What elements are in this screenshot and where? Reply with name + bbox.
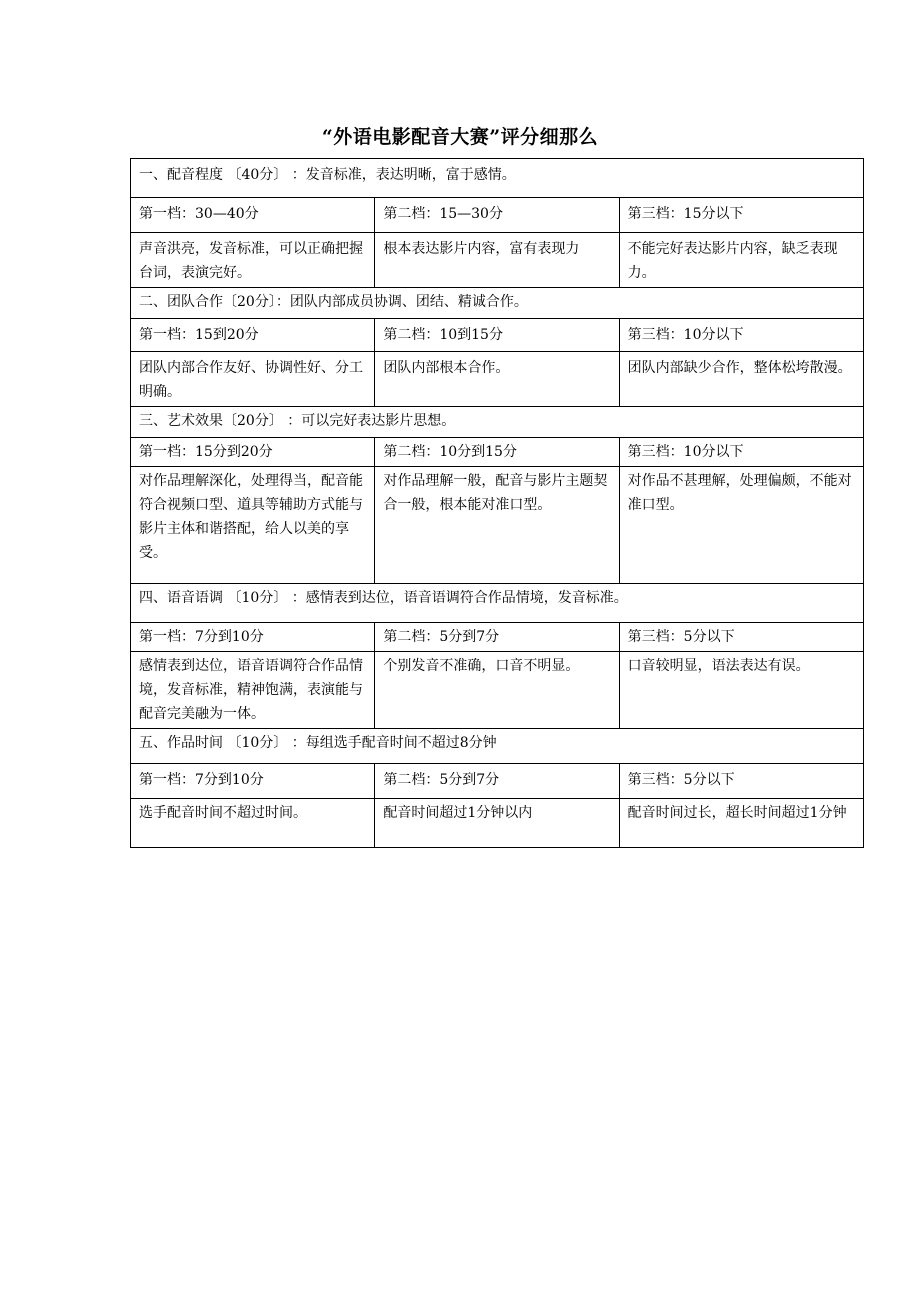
description-cell-third: 口音较明显，语法表达有误。 [619, 652, 863, 729]
description-cell-first: 团队内部合作友好、协调性好、分工明确。 [131, 352, 375, 407]
description-cell-second: 根本表达影片内容，富有表现力 [375, 233, 619, 288]
section-header-row [131, 729, 864, 764]
tier-cell-third: 第三档：15分以下 [619, 198, 863, 233]
tier-cell-third: 第三档：10分以下 [619, 438, 863, 467]
section-header: 四、语音语调 〔10分〕 ：感情表到达位，语音语调符合作品情境，发音标准。 [131, 584, 864, 623]
tier-cell-third: 第三档：5分以下 [619, 764, 863, 799]
scoring-rubric-table [130, 158, 864, 848]
description-cell-second: 配音时间超过1分钟以内 [375, 799, 619, 848]
section-header: 三、艺术效果〔20分〕 ：可以完好表达影片思想。 [131, 407, 864, 438]
description-cell-third: 配音时间过长，超长时间超过1分钟 [619, 799, 863, 848]
description-cell-second: 个别发音不准确，口音不明显。 [375, 652, 619, 729]
description-cell-third: 不能完好表达影片内容，缺乏表现力。 [619, 233, 863, 288]
tier-row [131, 764, 864, 799]
document-title: “外语电影配音大赛”评分细那么 [321, 126, 599, 148]
tier-row [131, 623, 864, 652]
section-header-row [131, 159, 864, 198]
tier-cell-second: 第二档：10到15分 [375, 319, 619, 352]
tier-cell-first: 第一档：30—40分 [131, 198, 375, 233]
tier-row [131, 319, 864, 352]
description-cell-third: 对作品不甚理解，处理偏颇，不能对准口型。 [619, 467, 863, 584]
description-row [131, 352, 864, 407]
description-row [131, 233, 864, 288]
description-cell-third: 团队内部缺少合作，整体松垮散漫。 [619, 352, 863, 407]
tier-row [131, 438, 864, 467]
description-cell-second: 对作品理解一般，配音与影片主题契合一般，根本能对准口型。 [375, 467, 619, 584]
section-header-row [131, 288, 864, 319]
tier-cell-third: 第三档：10分以下 [619, 319, 863, 352]
description-row [131, 652, 864, 729]
tier-cell-second: 第二档：5分到7分 [375, 623, 619, 652]
section-header-row [131, 407, 864, 438]
tier-cell-second: 第二档：10分到15分 [375, 438, 619, 467]
description-cell-first: 对作品理解深化，处理得当，配音能符合视频口型、道具等辅助方式能与影片主体和谐搭配，给人以美的享受。 [131, 467, 375, 584]
tier-cell-second: 第二档：5分到7分 [375, 764, 619, 799]
tier-cell-first: 第一档：7分到10分 [131, 764, 375, 799]
description-row [131, 467, 864, 584]
description-cell-first: 声音洪亮，发音标准，可以正确把握台词，表演完好。 [131, 233, 375, 288]
tier-cell-second: 第二档：15—30分 [375, 198, 619, 233]
description-row [131, 799, 864, 848]
section-header: 二、团队合作〔20分〕：团队内部成员协调、团结、精诚合作。 [131, 288, 864, 319]
description-cell-second: 团队内部根本合作。 [375, 352, 619, 407]
tier-cell-third: 第三档：5分以下 [619, 623, 863, 652]
tier-cell-first: 第一档：7分到10分 [131, 623, 375, 652]
section-header: 五、作品时间 〔10分〕 ：每组选手配音时间不超过8分钟 [131, 729, 864, 764]
tier-cell-first: 第一档：15分到20分 [131, 438, 375, 467]
tier-row [131, 198, 864, 233]
description-cell-first: 选手配音时间不超过时间。 [131, 799, 375, 848]
tier-cell-first: 第一档：15到20分 [131, 319, 375, 352]
section-header: 一、配音程度 〔40分〕 ：发音标准，表达明晰，富于感情。 [131, 159, 864, 198]
description-cell-first: 感情表到达位，语音语调符合作品情境，发音标准，精神饱满，表演能与配音完美融为一体。 [131, 652, 375, 729]
section-header-row [131, 584, 864, 623]
